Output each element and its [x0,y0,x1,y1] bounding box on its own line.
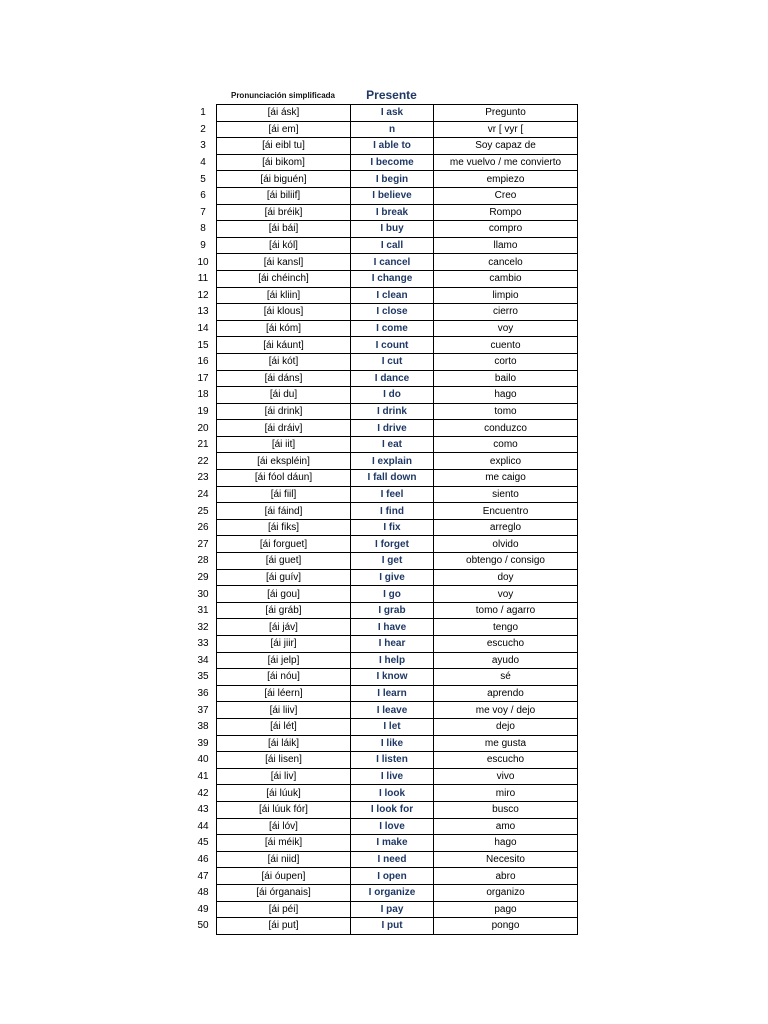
present-cell: I drive [351,420,434,437]
pronunciation-cell: [ái drink] [217,403,351,420]
present-cell: I come [351,320,434,337]
row-number: 48 [197,887,209,899]
pronunciation-cell: [ái fiks] [217,519,351,536]
present-cell: I cut [351,353,434,370]
pronunciation-cell: [ái kansl] [217,254,351,271]
present-cell: I fix [351,519,434,536]
table-row [190,138,578,155]
present-cell: I forget [351,536,434,553]
row-number: 19 [197,405,209,417]
translation-cell: Rompo [434,204,578,221]
table-row [190,237,578,254]
table-row [190,735,578,752]
row-number: 1 [200,107,206,119]
row-number: 40 [197,754,209,766]
pronunciation-cell: [ái méik] [217,835,351,852]
present-cell: I clean [351,287,434,304]
translation-cell: Necesito [434,851,578,868]
table-row [190,586,578,603]
translation-cell: cancelo [434,254,578,271]
present-cell: I have [351,619,434,636]
pronunciation-cell: [ái jáv] [217,619,351,636]
present-cell: I look for [351,801,434,818]
translation-cell: corto [434,353,578,370]
pronunciation-cell: [ái gráb] [217,602,351,619]
table-row [190,536,578,553]
translation-cell: aprendo [434,685,578,702]
table-row [190,304,578,321]
row-number: 2 [200,123,206,135]
pronunciation-cell: [ái óupen] [217,868,351,885]
pronunciation-cell: [ái guet] [217,553,351,570]
translation-cell: cuento [434,337,578,354]
table-row [190,553,578,570]
table-row [190,884,578,901]
translation-cell: cierro [434,304,578,321]
table-row [190,121,578,138]
present-cell: I love [351,818,434,835]
row-number: 31 [197,605,209,617]
pronunciation-cell: [ái lét] [217,718,351,735]
pronunciation-cell: [ái kót] [217,353,351,370]
translation-cell: Soy capaz de [434,138,578,155]
present-cell: I leave [351,702,434,719]
table-row [190,486,578,503]
pronunciation-cell: [ái kliin] [217,287,351,304]
table-row [190,868,578,885]
row-number: 22 [197,455,209,467]
row-number: 17 [197,372,209,384]
row-number: 43 [197,804,209,816]
present-cell: I like [351,735,434,752]
pronunciation-cell: [ái bikom] [217,154,351,171]
pronunciation-cell: [ái guív] [217,569,351,586]
table-row [190,187,578,204]
table-row [190,602,578,619]
table-row [190,652,578,669]
row-number: 3 [200,140,206,152]
translation-cell: hago [434,835,578,852]
row-number: 15 [197,339,209,351]
pronunciation-cell: [ái forguet] [217,536,351,553]
pronunciation-cell: [ái dráiv] [217,420,351,437]
table-row [190,436,578,453]
present-cell: I put [351,918,434,935]
pronunciation-cell: [ái bái] [217,221,351,238]
row-number: 12 [197,289,209,301]
translation-cell: me vuelvo / me convierto [434,154,578,171]
table-row [190,702,578,719]
table-row [190,519,578,536]
present-cell: I need [351,851,434,868]
present-cell: n [351,121,434,138]
translation-cell: empiezo [434,171,578,188]
translation-cell: vivo [434,768,578,785]
translation-cell: siento [434,486,578,503]
present-cell: I count [351,337,434,354]
table-row [190,105,578,122]
present-cell: I live [351,768,434,785]
table-row [190,254,578,271]
translation-cell: cambio [434,270,578,287]
row-number: 36 [197,688,209,700]
pronunciation-cell: [ái klous] [217,304,351,321]
present-cell: I close [351,304,434,321]
present-cell: I find [351,503,434,520]
present-cell: I cancel [351,254,434,271]
row-number: 25 [197,505,209,517]
row-number: 9 [200,240,206,252]
pronunciation-cell: [ái ekspléin] [217,453,351,470]
verb-table [190,104,578,935]
present-cell: I look [351,785,434,802]
present-cell: I fall down [351,470,434,487]
present-cell: I know [351,669,434,686]
translation-cell: pongo [434,918,578,935]
table-row [190,685,578,702]
row-number: 13 [197,306,209,318]
row-number: 18 [197,389,209,401]
pronunciation-cell: [ái lúuk fór] [217,801,351,818]
row-number: 7 [200,206,206,218]
pronunciation-cell: [ái jelp] [217,652,351,669]
table-row [190,320,578,337]
translation-cell: hago [434,387,578,404]
row-number: 14 [197,323,209,335]
pronunciation-cell: [ái chéinch] [217,270,351,287]
translation-cell: obtengo / consigo [434,553,578,570]
pronunciation-cell: [ái láik] [217,735,351,752]
translation-cell: amo [434,818,578,835]
present-header: Presente [366,88,417,102]
translation-cell: compro [434,221,578,238]
translation-cell: arreglo [434,519,578,536]
table-row [190,636,578,653]
table-row [190,768,578,785]
pronunciation-cell: [ái nóu] [217,669,351,686]
translation-cell: tengo [434,619,578,636]
row-number: 47 [197,870,209,882]
translation-cell: ayudo [434,652,578,669]
table-row [190,221,578,238]
pronunciation-cell: [ái lisen] [217,752,351,769]
table-row [190,470,578,487]
translation-cell: limpio [434,287,578,304]
table-row [190,370,578,387]
pronunciation-cell: [ái dáns] [217,370,351,387]
present-cell: I feel [351,486,434,503]
translation-cell: me caigo [434,470,578,487]
pronunciation-cell: [ái lúuk] [217,785,351,802]
present-cell: I ask [351,105,434,122]
present-cell: I grab [351,602,434,619]
pronunciation-cell: [ái ásk] [217,105,351,122]
pronunciation-cell: [ái fiil] [217,486,351,503]
row-number: 44 [197,820,209,832]
table-row [190,619,578,636]
table-row [190,204,578,221]
present-cell: I begin [351,171,434,188]
present-cell: I explain [351,453,434,470]
pronunciation-cell: [ái biguén] [217,171,351,188]
table-header [0,87,768,105]
row-number: 20 [197,422,209,434]
row-number: 37 [197,704,209,716]
pronunciation-cell: [ái órganais] [217,884,351,901]
present-cell: I learn [351,685,434,702]
translation-cell: Encuentro [434,503,578,520]
table-row [190,851,578,868]
present-cell: I go [351,586,434,603]
row-number: 26 [197,522,209,534]
present-cell: I listen [351,752,434,769]
table-row [190,801,578,818]
translation-cell: como [434,436,578,453]
translation-cell: llamo [434,237,578,254]
row-number: 11 [197,273,209,285]
row-number: 5 [200,173,206,185]
present-cell: I drink [351,403,434,420]
row-number: 10 [197,256,209,268]
row-number: 6 [200,190,206,202]
pronunciation-cell: [ái bréik] [217,204,351,221]
table-row [190,569,578,586]
row-number: 35 [197,671,209,683]
pronunciation-header: Pronunciación simplificada [230,91,336,100]
table-row [190,337,578,354]
translation-cell: explico [434,453,578,470]
present-cell: I help [351,652,434,669]
table-row [190,387,578,404]
table-row [190,785,578,802]
present-cell: I change [351,270,434,287]
translation-cell: escucho [434,636,578,653]
table-row [190,918,578,935]
row-number: 42 [197,787,209,799]
row-number: 16 [197,356,209,368]
present-cell: I let [351,718,434,735]
row-number: 45 [197,837,209,849]
pronunciation-cell: [ái péi] [217,901,351,918]
present-cell: I become [351,154,434,171]
row-number: 29 [197,571,209,583]
translation-cell: me voy / dejo [434,702,578,719]
translation-cell: voy [434,320,578,337]
translation-cell: dejo [434,718,578,735]
translation-cell: bailo [434,370,578,387]
table-row [190,818,578,835]
pronunciation-cell: [ái gou] [217,586,351,603]
pronunciation-cell: [ái kóm] [217,320,351,337]
verb-table-body [190,105,578,935]
table-row [190,171,578,188]
translation-cell: tomo [434,403,578,420]
translation-cell: tomo / agarro [434,602,578,619]
table-row [190,901,578,918]
row-number: 24 [197,488,209,500]
pronunciation-cell: [ái liv] [217,768,351,785]
table-row [190,270,578,287]
translation-cell: escucho [434,752,578,769]
translation-cell: me gusta [434,735,578,752]
translation-cell: voy [434,586,578,603]
present-cell: I hear [351,636,434,653]
row-number: 23 [197,472,209,484]
table-row [190,403,578,420]
pronunciation-cell: [ái jiir] [217,636,351,653]
table-row [190,835,578,852]
row-number: 39 [197,737,209,749]
row-number: 34 [197,654,209,666]
pronunciation-cell: [ái lóv] [217,818,351,835]
row-number: 30 [197,588,209,600]
translation-cell: sé [434,669,578,686]
pronunciation-cell: [ái biliif] [217,187,351,204]
table-row [190,669,578,686]
translation-cell: busco [434,801,578,818]
translation-cell: Creo [434,187,578,204]
pronunciation-cell: [ái léern] [217,685,351,702]
translation-cell: olvido [434,536,578,553]
pronunciation-cell: [ái iit] [217,436,351,453]
present-cell: I organize [351,884,434,901]
present-cell: I eat [351,436,434,453]
row-number: 46 [197,854,209,866]
present-cell: I believe [351,187,434,204]
pronunciation-cell: [ái eibl tu] [217,138,351,155]
pronunciation-cell: [ái put] [217,918,351,935]
pronunciation-cell: [ái du] [217,387,351,404]
translation-cell: doy [434,569,578,586]
row-number: 33 [197,638,209,650]
translation-cell: pago [434,901,578,918]
row-number: 41 [197,771,209,783]
present-cell: I able to [351,138,434,155]
pronunciation-cell: [ái em] [217,121,351,138]
row-number: 38 [197,721,209,733]
row-number: 21 [197,439,209,451]
pronunciation-cell: [ái liiv] [217,702,351,719]
table-row [190,353,578,370]
pronunciation-cell: [ái niid] [217,851,351,868]
pronunciation-cell: [ái fóol dáun] [217,470,351,487]
translation-cell: organizo [434,884,578,901]
translation-cell: vr [ vyr [ [434,121,578,138]
table-row [190,752,578,769]
row-number: 27 [197,538,209,550]
present-cell: I call [351,237,434,254]
pronunciation-cell: [ái káunt] [217,337,351,354]
present-cell: I get [351,553,434,570]
table-row [190,718,578,735]
row-number: 50 [197,920,209,932]
present-cell: I dance [351,370,434,387]
table-row [190,420,578,437]
present-cell: I give [351,569,434,586]
row-number: 32 [197,621,209,633]
table-row [190,503,578,520]
present-cell: I make [351,835,434,852]
table-row [190,154,578,171]
present-cell: I do [351,387,434,404]
translation-cell: abro [434,868,578,885]
translation-cell: miro [434,785,578,802]
row-number: 28 [197,555,209,567]
present-cell: I pay [351,901,434,918]
present-cell: I open [351,868,434,885]
table-row [190,287,578,304]
row-number: 4 [200,157,206,169]
pronunciation-cell: [ái fáind] [217,503,351,520]
table-row [190,453,578,470]
translation-cell: conduzco [434,420,578,437]
row-number: 8 [200,223,206,235]
translation-cell: Pregunto [434,105,578,122]
row-number: 49 [197,903,209,915]
present-cell: I buy [351,221,434,238]
present-cell: I break [351,204,434,221]
pronunciation-cell: [ái kól] [217,237,351,254]
